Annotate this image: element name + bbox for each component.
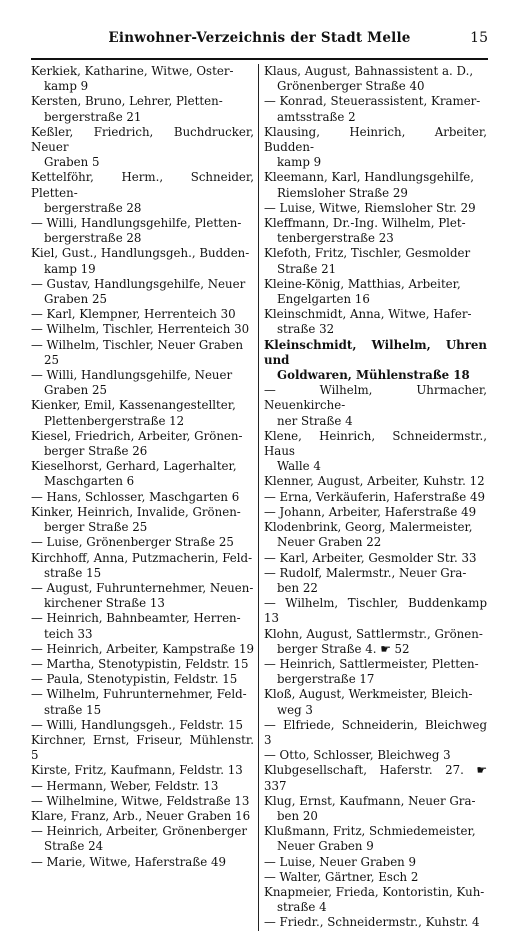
directory-entry [31,490,254,505]
directory-entry [31,718,254,733]
directory-entry [264,505,487,520]
entry-continuation-line: ben 22 [277,580,318,595]
entry-continuation-line: Riemsloher Straße 29 [277,185,408,200]
directory-entry [31,338,254,368]
entry-first-line: Klare, Franz, Arb., Neuer Graben 16 [31,808,251,823]
entry-continuation-line: kamp 19 [44,261,96,276]
directory-entry [31,277,254,307]
left-column [31,64,259,931]
directory-entry [31,657,254,672]
entry-first-line: Klaus, August, Bahnassistent a. D., [264,64,474,78]
entry-continuation-line: ben 20 [277,808,318,823]
entry-continuation-line: Maschgarten 6 [44,474,135,489]
entry-continuation-line: Graben 5 [44,155,100,170]
directory-entry [264,64,487,94]
entry-continuation-line: amtsstraße 2 [277,109,356,124]
entry-first-line: — Hermann, Weber, Feldstr. 13 [31,778,219,793]
entry-continuation-line: berger Straße 25 [44,520,148,535]
directory-entry [31,505,254,535]
directory-entry [264,474,487,489]
directory-entry [31,64,254,94]
entry-first-line: — Willi, Handlungsgehilfe, Neuer [31,368,233,383]
directory-entry [31,246,254,276]
entry-continuation-line: Graben 25 [44,383,107,398]
directory-entry [31,429,254,459]
directory-entry [264,94,487,124]
directory-entry [31,322,254,337]
entry-continuation-line: Neuer Graben 9 [277,839,374,854]
entry-first-line: Klußmann, Fritz, Schmiedemeister, [264,824,476,839]
entry-first-line: — Wilhelm, Tischler, Buddenkamp 13 [264,596,487,626]
directory-entry [264,763,487,793]
directory-entry [31,779,254,794]
entry-first-line: Kleffmann, Dr.-Ing. Wilhelm, Plet- [264,216,466,231]
entry-first-line: — Wilhelmine, Witwe, Feldstraße 13 [31,793,250,808]
entry-continuation-line: bergerstraße 17 [277,672,375,687]
entry-first-line: — Johann, Arbeiter, Haferstraße 49 [264,504,477,519]
directory-entry [264,125,487,171]
entry-first-line: — Konrad, Steuerassistent, Kramer- [264,94,481,109]
directory-entry [264,794,487,824]
page-title: Einwohner-Verzeichnis der Stadt Melle [108,30,411,46]
directory-entry [264,870,487,885]
entry-first-line: — Wilhelm, Tischler, Herrenteich 30 [31,322,250,337]
directory-entry [31,672,254,687]
entry-first-line: — Luise, Neuer Graben 9 [264,854,417,869]
entry-continuation-line: Walle 4 [277,459,321,474]
directory-entry [264,748,487,763]
entry-continuation-line: Neuer Graben 22 [277,535,382,550]
directory-entry [264,657,487,687]
entry-first-line: Keßler, Friedrich, Buchdrucker, Neuer [31,124,254,155]
entry-first-line: Klohn, August, Sattlermstr., Grönen- [264,626,483,641]
entry-continuation-line: Engelgarten 16 [277,292,370,307]
directory-entry [264,170,487,200]
entry-first-line: — Erna, Verkäuferin, Haferstraße 49 [264,489,486,504]
entry-first-line: — Gustav, Handlungsgehilfe, Neuer [31,276,246,291]
entry-first-line: Kersten, Bruno, Lehrer, Pletten- [31,94,223,109]
entry-first-line: — Paula, Stenotypistin, Feldstr. 15 [31,672,238,687]
directory-entry [264,216,487,246]
entry-first-line: — Heinrich, Bahnbeamter, Herren- [31,611,241,626]
entry-continuation-line: berger Straße 4. ☛ 52 [277,641,410,656]
entry-continuation-line: straße 15 [44,565,102,580]
entry-first-line: — Wilhelm, Tischler, Neuer Graben [31,337,244,352]
entry-continuation-line: tenbergerstraße 23 [277,231,394,246]
entry-first-line: — Karl, Klempner, Herrenteich 30 [31,307,236,322]
directory-entry [31,368,254,398]
directory-entry [31,459,254,489]
directory-entry [31,809,254,824]
directory-entry [31,855,254,870]
directory-entry [31,535,254,550]
entry-continuation-line: ner Straße 4 [277,413,353,428]
entry-first-line: Kloß, August, Werkmeister, Bleich- [264,687,473,702]
directory-entry [264,201,487,216]
directory-entry [264,383,487,429]
entry-continuation-line: kamp 9 [44,79,89,94]
directory-entry [264,566,487,596]
directory-entry [31,642,254,657]
entry-continuation-line: weg 3 [277,702,313,717]
entry-first-line: — Wilhelm, Fuhrunternehmer, Feld- [31,687,247,702]
directory-entry [31,687,254,717]
entry-first-line: Kirchhoff, Anna, Putzmacherin, Feld- [31,550,253,565]
directory-entry [31,170,254,216]
entry-continuation-line: teich 33 [44,626,93,641]
entry-first-line: — Luise, Grönenberger Straße 25 [31,535,234,550]
directory-entry [264,551,487,566]
entry-continuation-line: kirchener Straße 13 [44,596,165,611]
right-column [259,64,487,931]
directory-entry [264,307,487,337]
entry-continuation-line: bergerstraße 28 [44,231,142,246]
entry-continuation-line: Grönenberger Straße 40 [277,79,425,94]
entry-first-line: Klenner, August, Arbeiter, Kuhstr. 12 [264,474,485,489]
entry-first-line: Klodenbrink, Georg, Malermeister, [264,520,473,535]
entry-first-line: Kirste, Fritz, Kaufmann, Feldstr. 13 [31,763,243,778]
entry-continuation-line: Goldwaren, Mühlenstraße 18 [277,368,470,383]
entry-first-line: Klubgesellschaft, Haferstr. 27. ☛ 337 [264,763,487,793]
entry-first-line: — Heinrich, Sattlermeister, Pletten- [264,656,479,671]
entry-first-line: Klefoth, Fritz, Tischler, Gesmolder [264,246,471,261]
entry-first-line: — Elfriede, Schneiderin, Bleichweg 3 [264,717,487,747]
entry-first-line: — Heinrich, Arbeiter, Kampstraße 19 [31,641,255,656]
entry-first-line: Kiel, Gust., Handlungsgeh., Budden- [31,246,250,261]
directory-entry [31,581,254,611]
entries-columns [31,64,488,931]
entry-first-line: Kirchner, Ernst, Friseur, Mühlenstr. 5 [31,732,254,763]
entry-continuation-line: bergerstraße 28 [44,200,142,215]
directory-entry [264,338,487,384]
directory-entry [264,277,487,307]
directory-entry [31,216,254,246]
entry-continuation-line: straße 15 [44,702,102,717]
entry-first-line: — Friedr., Schneidermstr., Kuhstr. 4 [264,915,480,930]
directory-entry [31,551,254,581]
entry-first-line: — Marie, Witwe, Haferstraße 49 [31,854,226,869]
entry-first-line: Kienker, Emil, Kassenangestellter, [31,398,236,413]
entry-continuation-line: Straße 24 [44,839,104,854]
entry-continuation-line: Graben 25 [44,292,107,307]
directory-entry [264,718,487,748]
directory-entry [264,915,487,930]
directory-entry [264,246,487,276]
directory-entry [31,94,254,124]
entry-continuation-line: straße 4 [277,900,327,915]
entry-first-line: Knapmeier, Frieda, Kontoristin, Kuh- [264,884,485,899]
directory-entry [31,125,254,171]
entry-first-line: — Willi, Handlungsgehilfe, Pletten- [31,216,242,231]
directory-entry [264,687,487,717]
entry-first-line: — Martha, Stenotypistin, Feldstr. 15 [31,656,249,671]
entry-continuation-line: straße 32 [277,322,335,337]
header-rule [31,58,488,60]
entry-first-line: — Rudolf, Malermstr., Neuer Gra- [264,565,467,580]
entry-first-line: Kettelföhr, Herm., Schneider, Pletten- [31,170,254,200]
entry-continuation-line: berger Straße 26 [44,444,148,459]
directory-entry [31,611,254,641]
directory-entry [264,885,487,915]
directory-entry [31,763,254,778]
entry-first-line: — Karl, Arbeiter, Gesmolder Str. 33 [264,550,477,565]
entry-first-line: — Willi, Handlungsgeh., Feldstr. 15 [31,717,243,732]
entry-first-line: Klausing, Heinrich, Arbeiter, Budden- [264,124,487,155]
directory-entry [264,520,487,550]
directory-entry [264,627,487,657]
directory-entry [31,307,254,322]
entry-first-line: Kleinschmidt, Wilhelm, Uhren und [264,337,487,367]
entry-first-line: Kieselhorst, Gerhard, Lagerhalter, [31,459,237,474]
directory-entry [264,490,487,505]
directory-entry [31,794,254,809]
page-header [31,30,488,56]
entry-first-line: — Otto, Schlosser, Bleichweg 3 [264,748,451,763]
entry-first-line: Kerkiek, Katharine, Witwe, Oster- [31,64,234,78]
entry-continuation-line: bergerstraße 21 [44,109,142,124]
entry-first-line: — Wilhelm, Uhrmacher, Neuenkirche- [264,383,487,413]
entry-first-line: Kiesel, Friedrich, Arbeiter, Grönen- [31,428,243,443]
entry-first-line: Kleinschmidt, Anna, Witwe, Hafer- [264,307,472,322]
entry-continuation-line: kamp 9 [277,155,322,170]
entry-first-line: — Heinrich, Arbeiter, Grönenberger [31,824,248,839]
directory-entry [31,733,254,763]
entry-first-line: Klene, Heinrich, Schneidermstr., Haus [264,428,487,459]
entry-first-line: Klug, Ernst, Kaufmann, Neuer Gra- [264,793,476,808]
directory-entry [264,596,487,626]
page-number: 15 [470,30,488,46]
entry-first-line: — August, Fuhrunternehmer, Neuen- [31,580,254,595]
entry-first-line: Kleemann, Karl, Handlungsgehilfe, [264,170,475,185]
directory-entry [264,429,487,475]
entry-first-line: — Walter, Gärtner, Esch 2 [264,869,419,884]
entry-first-line: Kleine-König, Matthias, Arbeiter, [264,276,461,291]
entry-first-line: — Hans, Schlosser, Maschgarten 6 [31,489,240,504]
directory-entry [264,855,487,870]
entry-continuation-line: Plettenbergerstraße 12 [44,413,185,428]
entry-first-line: Kinker, Heinrich, Invalide, Grönen- [31,504,241,519]
directory-entry [31,824,254,854]
entry-continuation-line: 25 [44,352,60,367]
directory-entry [264,824,487,854]
directory-entry [31,398,254,428]
entry-continuation-line: Straße 21 [277,261,337,276]
entry-first-line: — Luise, Witwe, Riemsloher Str. 29 [264,200,476,215]
